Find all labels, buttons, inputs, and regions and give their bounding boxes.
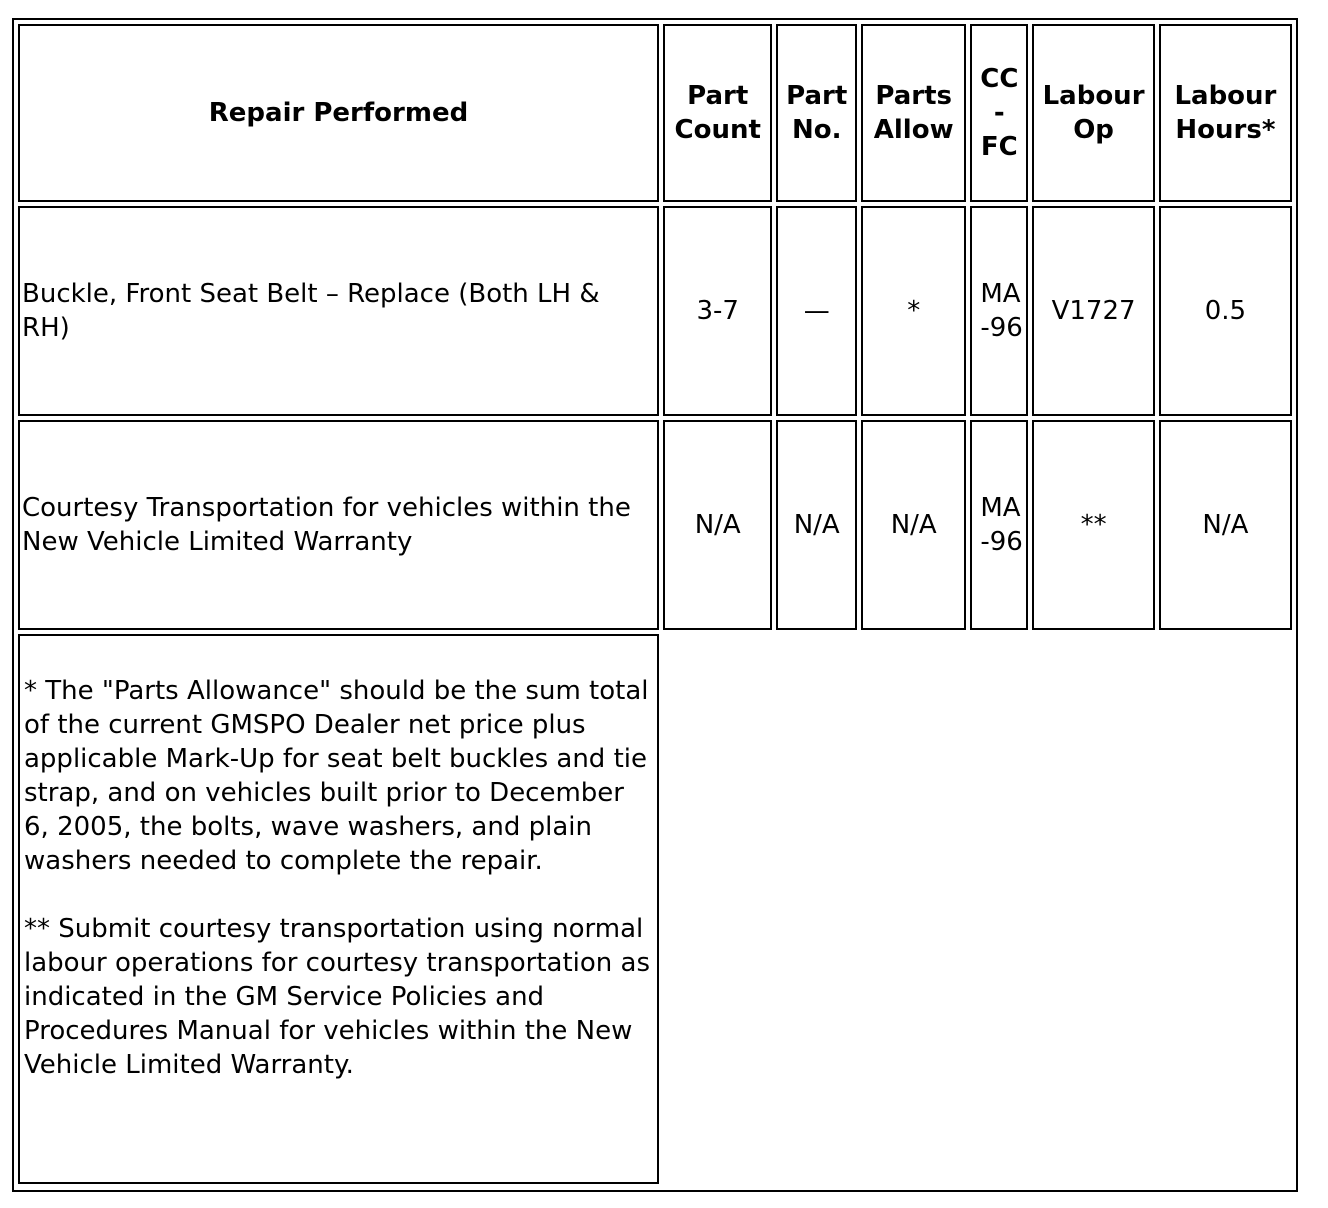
cell-labour-hours: 0.5 — [1159, 206, 1292, 416]
notes-row — [18, 634, 1292, 1184]
footnote-courtesy-transportation: ** Submit courtesy transportation using normal labour operations for courtesy transportation as indicated in the GM Service Policies and Procedures Manual for vehicles within the New Vehicle Limited Warranty. — [24, 914, 651, 1080]
footnotes-box — [18, 634, 659, 1184]
cell-repair-performed: Buckle, Front Seat Belt – Replace (Both LH & RH) — [18, 206, 659, 416]
cell-labour-op: ** — [1032, 420, 1155, 630]
cell-part-count: N/A — [663, 420, 772, 630]
header-labour-hours: Labour Hours* — [1159, 24, 1292, 202]
table-row — [18, 420, 1292, 630]
cell-part-count: 3-7 — [663, 206, 772, 416]
labour-operations-table — [14, 20, 1296, 1188]
header-parts-allow: Parts Allow — [861, 24, 966, 202]
table-header-row — [18, 24, 1292, 202]
empty-cell — [663, 634, 1292, 1184]
cell-parts-allow: N/A — [861, 420, 966, 630]
header-repair-performed: Repair Performed — [18, 24, 659, 202]
cell-parts-allow: * — [861, 206, 966, 416]
warranty-table-frame — [12, 18, 1298, 1192]
table-row — [18, 206, 1292, 416]
header-cc-fc: CC - FC — [970, 24, 1028, 202]
cell-part-no: N/A — [776, 420, 857, 630]
cell-labour-hours: N/A — [1159, 420, 1292, 630]
header-labour-op: Labour Op — [1032, 24, 1155, 202]
cell-cc-fc: MA -96 — [970, 206, 1028, 416]
cell-part-no: — — [776, 206, 857, 416]
cell-repair-performed: Courtesy Transportation for vehicles within the New Vehicle Limited Warranty — [18, 420, 659, 630]
notes-cell — [18, 634, 659, 1184]
header-part-no: Part No. — [776, 24, 857, 202]
cell-cc-fc: MA -96 — [970, 420, 1028, 630]
cell-labour-op: V1727 — [1032, 206, 1155, 416]
footnote-parts-allowance: * The "Parts Allowance" should be the sum total of the current GMSPO Dealer net price plus applicable Mark-Up for seat belt buckles and tie strap, and on vehicles built prior to December 6, 2005, the bolts, wave washers, and plain washers needed to complete the repair. — [24, 676, 649, 876]
header-part-count: Part Count — [663, 24, 772, 202]
